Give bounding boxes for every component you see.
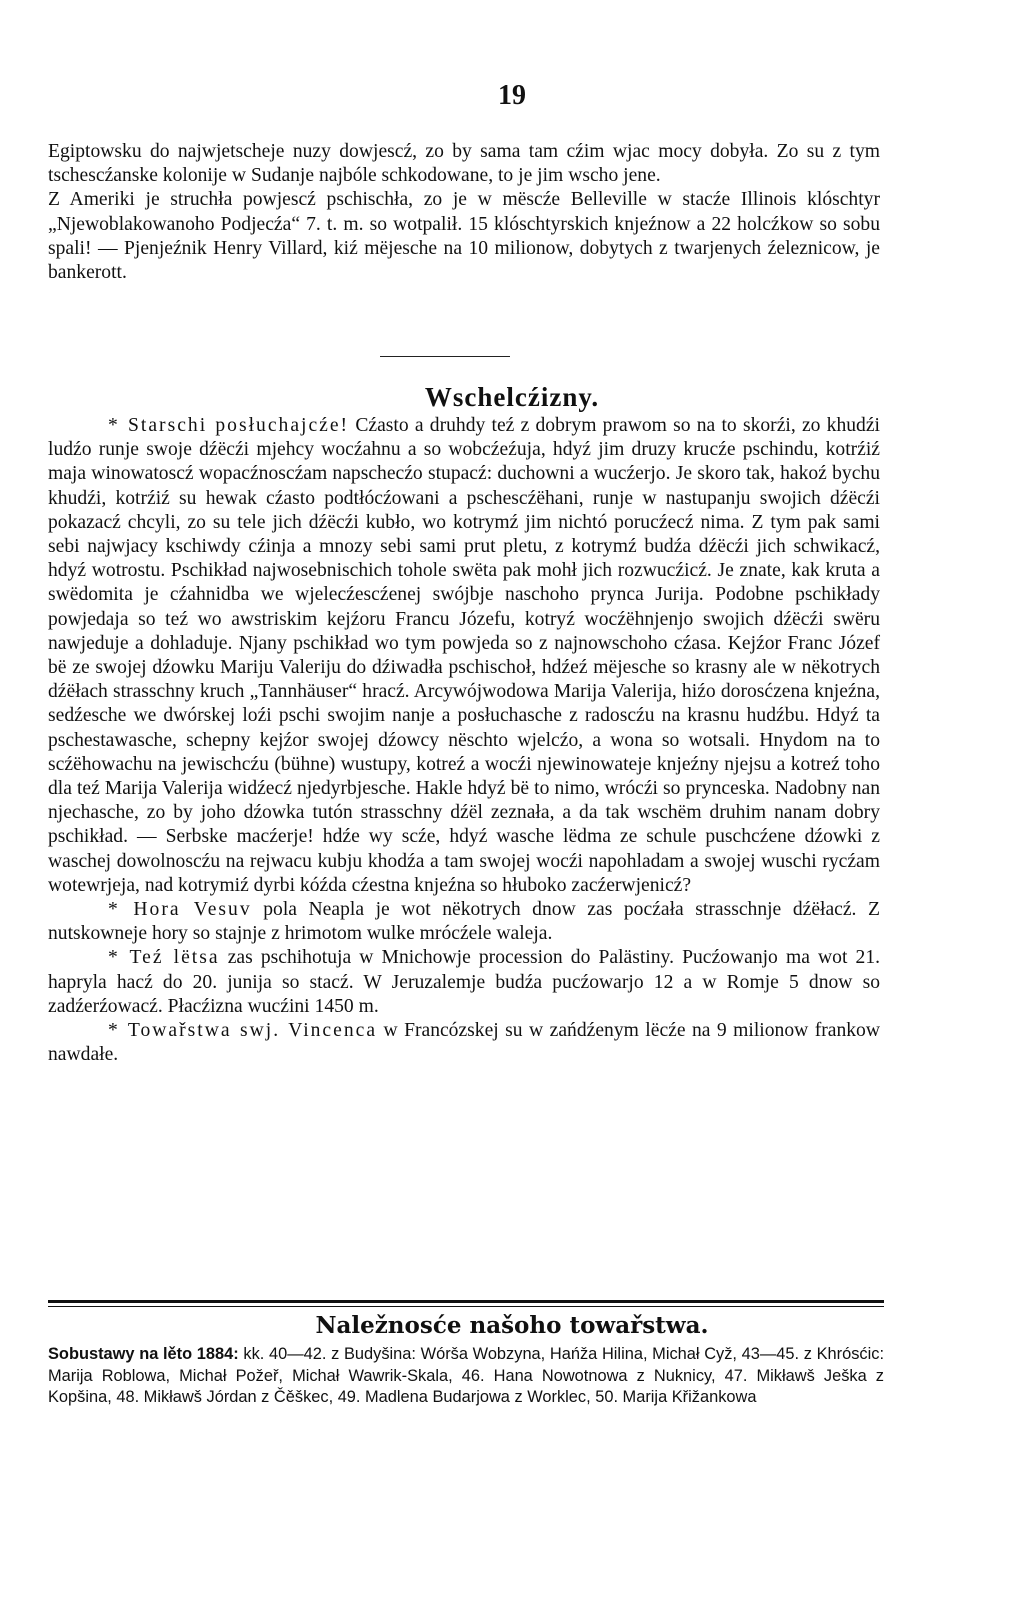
dues-title: Naležnosće našoho towařstwa. bbox=[315, 1312, 709, 1339]
paragraph-america: Z Ameriki je struchła powjescź pschischła, zo je w mëscźe Belleville w stacźe Illinois klóschtyr „Njewoblakowanoho Podjecźa“ 7. t. m. so wotpalił. 15 klóschtyrskich knjeźnow a 22 holcźkow so sobu spali! — Pjenjeźnik Henry Villard, kiź mëjesche na 10 milionow, dobytych z twarjenych źeleznicow, je bankerott. bbox=[48, 189, 880, 284]
news-item-pilgrimage bbox=[48, 946, 880, 1019]
news-item-parents bbox=[48, 414, 880, 898]
paragraph-egypt: Egiptowsku do najwjetscheje nuzy dowjescź, zo by sama tam cźim wjac mocy dobyła. Zo su z tym tschescźanske kolonije w Sudanje najbóle schkodowane, to je jim wscho jene. bbox=[48, 141, 880, 187]
news-section bbox=[48, 414, 880, 1067]
news-item-vesuvius bbox=[48, 898, 880, 946]
news-item-text: zas pschihotuja w Mnichowje procession do Palästiny. Pucźowanjo ma wot 21. hapryla hacź do 20. junija so stacź. W Jeruzalemje budźa pucźowarjo 12 a w Romje 5 dnow so zadźerźowacź. Płacźizna wucźini 1450 m. bbox=[48, 947, 881, 1017]
intro-text bbox=[48, 140, 880, 285]
dues-list bbox=[48, 1344, 884, 1409]
dues-divider-thin bbox=[48, 1306, 884, 1307]
news-item-lead: * Hora Vesuv bbox=[108, 899, 252, 921]
section-divider bbox=[380, 356, 510, 357]
news-item-text: w Francózskej su w zańdźenym lëcźe na 9 milionow frankow nawdałe. bbox=[48, 1020, 880, 1066]
dues-label: Sobustawy na lěto 1884: bbox=[48, 1345, 239, 1363]
news-item-lead: * Starschi posłuchajcźe! bbox=[108, 415, 350, 436]
dues-text: kk. 40—42. z Budyšina: Wórša Wobzyna, Hańža Hilina, Michał Cyž, 43—45. z Khrósćic: Marija Roblowa, Michał Požeř, Michał Wawrik-Skala, 46. Hana Nowotnowa z Nuknicy, 47. Mikławš Ješka z Kopšina, 48. Mikławš Jórdan z Čěškec, 49. Madlena Budarjowa z Worklec, 50. Marija Křižankowa bbox=[48, 1345, 884, 1407]
news-item-lead: * Towařstwa swj. Vincenca bbox=[108, 1020, 378, 1042]
dues-divider-thick bbox=[48, 1300, 884, 1303]
news-item-vincent bbox=[48, 1019, 880, 1067]
page-number: 19 bbox=[498, 80, 526, 111]
section-heading: Wschelcźizny. bbox=[424, 382, 600, 412]
news-item-text: Cźasto a druhdy teź z dobrym prawom so na to skorźi, zo khudźi ludźo runje swoje dźëcźi mjehcy wocźahnu a so wobcźeźuja, hdyź jim druzy krucźe pschindu, kotrźiź maja winowatoscź wopacźnoscźam napschecźo stupacź: duchowni a wucźerjo. Je skoro tak, hakoź bychu khudźi, kotrźiź su hewak cźasto podtłócźowani a pschescźëhani, runje w nastupanju swojich dźëcźi pokazacź chcyli, zo su tele jich dźëcźi kubło, wo kotrymź jim nichtó porucźecź nima. Z tym pak sami sebi najwjacy kschiwdy cźinja a mnozy sebi sami prut pletu, z kotrymź budźa dźëcźi jich schwikacź, hdyź wotrostu. Pschikład najwosebnischich tohole swëta pak mohł jich rozwucźicź. Je znate, kak kruta a swëdomita je cźahnidba we wjelecźescźenej swójbje naschoho prynca Jurija. Podobne pschikłady powjedaja so teź wo awstriskim kejźoru Francu Józefu, kotryź wocźëhnjenjo swojich dźëcźi swëru nawjeduje a dohladuje. Njany pschikład wo tym powjeda so z najnowschoho cźasa. Kejźor Franc Józef bë ze swojej dźowku Mariju Valeriju do dźiwadła pschischoł, hdźeź mëjesche so krasny ale w nëkotrych dźëłach strasschny kruch „Tannhäuser“ hracź. Arcywójwodowa Marija Valerija, hiźo dorosćzena knjeźna, sedźesche we dwórskej loźi pschi swojim nanje a posłuchasche z radoscźu na krasnu hudźbu. Hdyź ta pschestawasche, schepny kejźor swojej dźowcy nëschto wjelcźo, a wona so wotsali. Hnydom na to scźëhowachu na jewischcźu (bühne) wustupy, kotreź a wocźi njewinowateje knjeźny njejsu a kotreź toho dla teź Marija Valerija widźecź njedyrbjesche. Hakle hdyź bë to nimo, wrócźi so prynceska. Nadobny nan njechasche, zo by joho dźowka tutón strasschny dźël zeznała, a da tak wschëm druhim nanam dobry pschikład. — Serbske macźerje! hdźe wy scźe, hdyź wasche lëdma ze schule puschcźene dźowki z waschej dowolnoscźu na rejwacu kubju khodźa a tam swojej wocźi napohladam a swojej wuschi rycźam wotewrjeja, nad kotrymiź dyrbi kóźda cźestna knjeźna so hłuboko zacźerwjenicź? bbox=[48, 415, 880, 896]
news-item-lead: * Teź lëtsa bbox=[108, 947, 220, 969]
news-item-text: pola Neapla je wot nëkotrych dnow zas pocźała strasschnje dźëłacź. Z nutskowneje hory so stajnje z hrimotom wulke mrócźele waleja. bbox=[48, 899, 880, 945]
